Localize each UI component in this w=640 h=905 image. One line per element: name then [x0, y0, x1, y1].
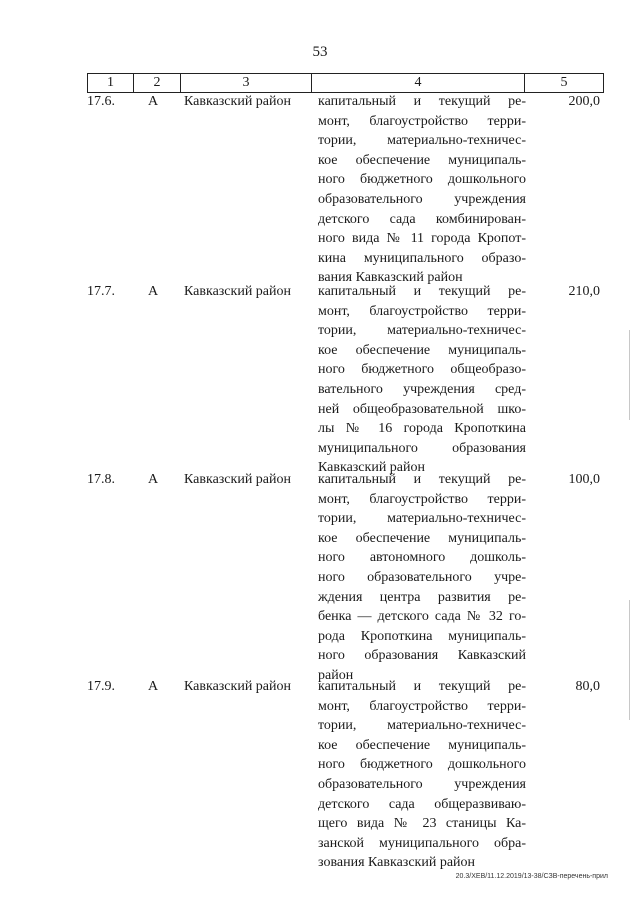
header-col-4: 4: [312, 74, 525, 93]
description-line: кое обеспечение муниципаль-: [318, 530, 526, 546]
description-line: Кавказский район: [318, 460, 426, 476]
row-description: [318, 677, 526, 873]
row-description: [318, 282, 526, 478]
description-line: щего вида № 23 станицы Ка-: [318, 816, 526, 832]
description-line: детского сада комбинирован-: [318, 211, 526, 227]
description-line: детского сада общеразвиваю-: [318, 796, 526, 812]
header-col-5: 5: [525, 74, 604, 93]
row-district: Кавказский район: [184, 679, 292, 694]
row-description: [318, 92, 526, 288]
description-line: муниципального образования: [318, 440, 526, 456]
row-amount: 200,0: [568, 94, 600, 109]
row-number: 17.8.: [87, 472, 115, 487]
row-amount: 100,0: [568, 472, 600, 487]
description-line: ного образовательного учре-: [318, 569, 526, 585]
description-line: вательного учреждения сред-: [318, 381, 526, 397]
description-line: монт, благоустройство терри-: [318, 698, 526, 714]
description-line: кое обеспечение муниципаль-: [318, 152, 526, 168]
description-line: ней общеобразовательной шко-: [318, 401, 526, 417]
column-number-header: [87, 73, 604, 93]
description-line: тории, материально-техничес-: [318, 133, 526, 149]
description-line: капитальный и текущий ре-: [318, 284, 526, 299]
description-line: ного бюджетного дошкольного: [318, 757, 526, 773]
description-line: монт, благоустройство терри-: [318, 491, 526, 507]
description-line: тории, материально-техничес-: [318, 323, 526, 339]
description-line: кое обеспечение муниципаль-: [318, 737, 526, 753]
scan-edge-mark: [629, 600, 630, 720]
description-line: тории, материально-техничес-: [318, 511, 526, 527]
table-row: [0, 92, 640, 286]
row-district: Кавказский район: [184, 94, 292, 109]
description-line: ного бюджетного общеобразо-: [318, 362, 526, 378]
header-col-3: 3: [181, 74, 312, 93]
row-category: А: [148, 284, 159, 299]
row-category: А: [148, 472, 159, 487]
description-line: лы № 16 города Кропоткина: [318, 421, 526, 437]
description-line: образовательного учреждения: [318, 191, 526, 207]
page-number: 53: [312, 44, 328, 60]
description-line: район: [318, 667, 354, 683]
row-district: Кавказский район: [184, 284, 292, 299]
description-line: капитальный и текущий ре-: [318, 472, 526, 487]
description-line: бенка — детского сада № 32 го-: [318, 609, 526, 625]
row-district: Кавказский район: [184, 472, 292, 487]
description-line: ного вида № 11 города Кропот-: [318, 231, 526, 247]
description-line: капитальный и текущий ре-: [318, 679, 526, 694]
description-line: кое обеспечение муниципаль-: [318, 342, 526, 358]
description-line: ного автономного дошколь-: [318, 550, 526, 566]
row-number: 17.9.: [87, 679, 115, 694]
document-footer-code: 20.3/ХЕВ/11.12.2019/13-38/СЗВ-перечень-прил: [455, 873, 608, 880]
description-line: ного образования Кавказский: [318, 648, 526, 664]
description-line: зования Кавказский район: [318, 855, 476, 871]
description-line: рода Кропоткина муниципаль-: [318, 628, 526, 644]
table-row: [0, 677, 640, 871]
row-number: 17.6.: [87, 94, 115, 109]
description-line: монт, благоустройство терри-: [318, 303, 526, 319]
row-amount: 210,0: [568, 284, 600, 299]
description-line: кина муниципального образо-: [318, 250, 526, 266]
description-line: образовательного учреждения: [318, 776, 526, 792]
header-col-1: 1: [88, 74, 134, 93]
row-category: А: [148, 94, 159, 109]
header-row: [88, 74, 604, 93]
scan-edge-mark: [629, 330, 630, 420]
description-line: монт, благоустройство терри-: [318, 113, 526, 129]
row-number: 17.7.: [87, 284, 115, 299]
description-line: ждения центра развития ре-: [318, 589, 526, 605]
description-line: тории, материально-техничес-: [318, 718, 526, 734]
row-category: А: [148, 679, 159, 694]
header-col-2: 2: [134, 74, 181, 93]
description-line: ного бюджетного дошкольного: [318, 172, 526, 188]
row-amount: 80,0: [575, 679, 600, 694]
description-line: вания Кавказский район: [318, 270, 463, 286]
description-line: капитальный и текущий ре-: [318, 94, 526, 109]
description-line: занской муниципального обра-: [318, 835, 526, 851]
table-row: [0, 282, 640, 476]
table-row: [0, 470, 640, 683]
row-description: [318, 470, 526, 686]
